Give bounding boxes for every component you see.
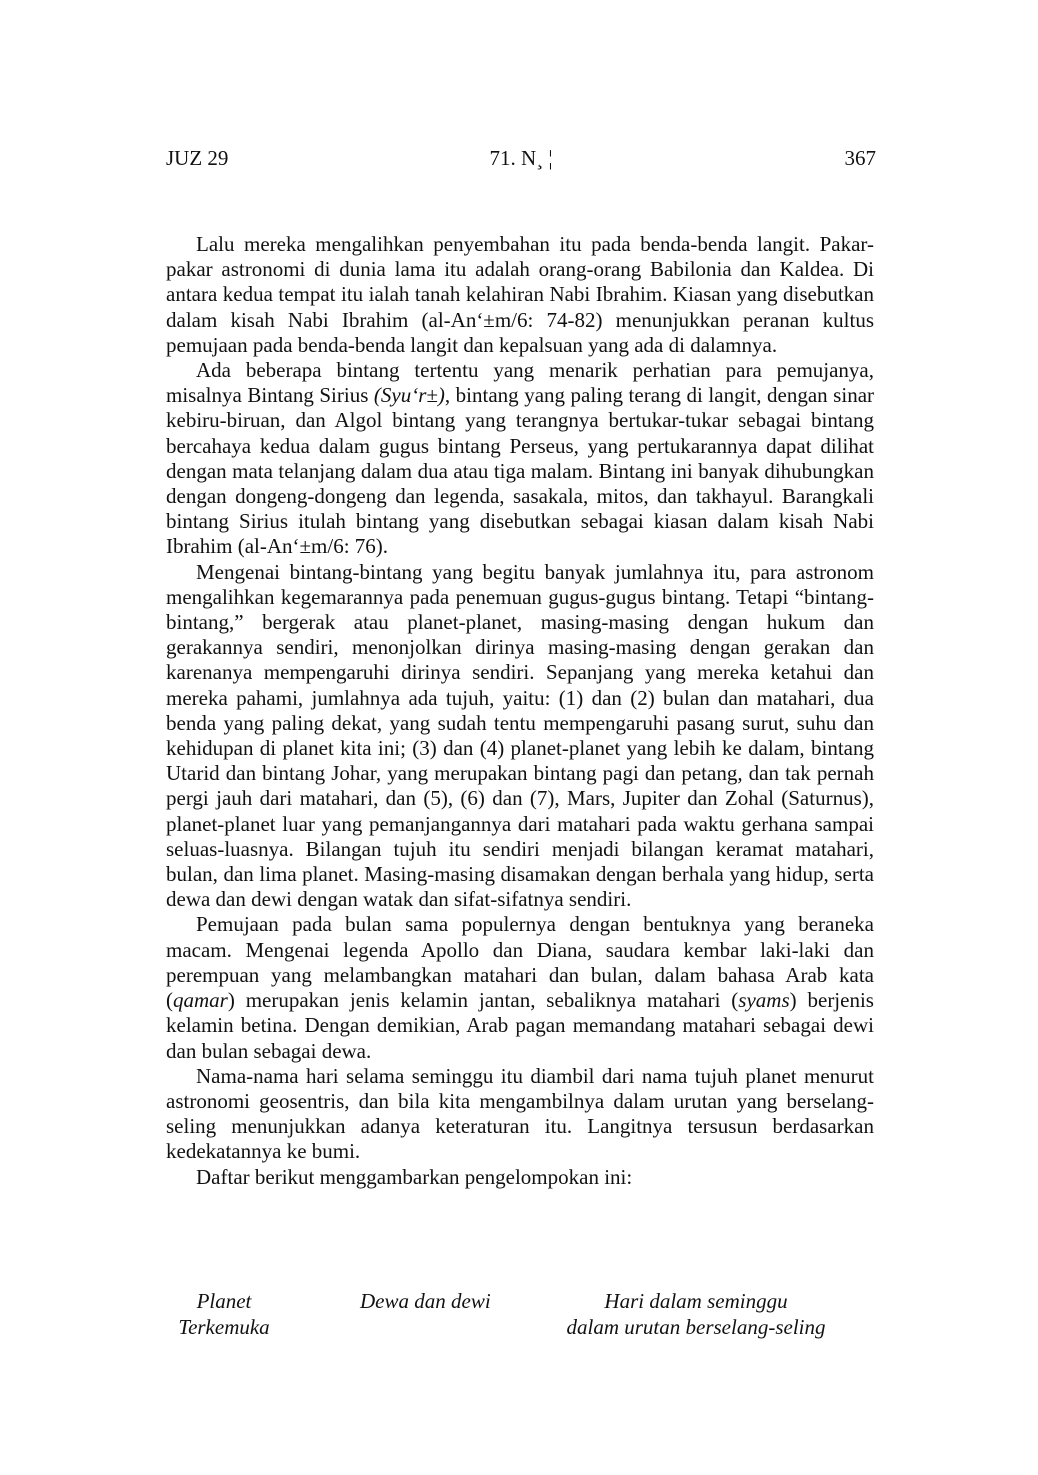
juz-label: JUZ 29 (166, 146, 229, 170)
italic-term: (Syu‘r±) (373, 383, 445, 408)
paragraph (166, 912, 874, 1063)
text-segment: Mengenai bintang-bintang yang begitu banyak jumlahnya itu, para astronom mengalihkan kegemarannya pada penemuan gugus-gugus bintang. Tetapi “bintang-bintang,” bergerak atau planet-planet, masing-masing dengan hukum dan gerakannya sendiri, menonjolkan dirinya masing-masing dengan gerakan dan karenanya mempengaruhi dirinya sendiri. Sepanjang yang mereka ketahui dan mereka pahami, jumlahnya ada tujuh, yaitu: (1) dan (2) bulan dan matahari, dua benda yang paling dekat, yang sudah tentu mempengaruhi pasang surut, suhu dan kehidupan di planet kita ini; (3) dan (4) planet-planet yang lebih ke dalam, bintang Utarid dan bintang Johar, yang merupakan bintang pagi dan petang, dan tak pernah pergi jauh dari matahari, dan (5), (6) dan (7), Mars, Jupiter dan Zohal (Saturnus), planet-planet luar yang pemanjangannya dari matahari pada waktu gerhana sampai seluas-luasnya. Bilangan tujuh itu sendiri menjadi bilangan keramat matahari, bulan, dan lima planet. Masing-masing disamakan dengan berhala yang hidup, serta dewa dan dewi dengan watak dan sifat-sifatnya sendiri. (166, 559, 874, 912)
italic-term: syams (738, 988, 790, 1013)
text-segment: Daftar berikut menggambarkan pengelompokan ini: (196, 1164, 633, 1189)
surah-title: 71. N¸ ¦ (489, 146, 553, 170)
paragraph (166, 1064, 874, 1165)
column-header-hari-line2: dalam urutan berselang-seling (566, 1315, 826, 1339)
column-header-planet-line2: Terkemuka (178, 1315, 270, 1339)
italic-term: qamar (173, 988, 228, 1013)
column-header-planet-line1: Planet (196, 1289, 252, 1313)
column-header-hari-line1: Hari dalam seminggu (604, 1289, 788, 1313)
paragraph (166, 560, 874, 913)
paragraph (166, 1165, 874, 1190)
text-segment: Nama-nama hari selama seminggu itu diambil dari nama tujuh planet menurut astronomi geosentris, dan bila kita mengambilnya dalam urutan yang berselang-seling menunjukkan adanya keteraturan itu. Langitnya tersusun berdasarkan kedekatannya ke bumi. (166, 1063, 874, 1164)
page-number: 367 (844, 146, 876, 170)
text-segment: Ada beberapa bintang tertentu yang menarik perhatian para pemujanya, misalnya Bintang Sirius (166, 358, 874, 408)
body-text (166, 232, 874, 1190)
column-header-dewa: Dewa dan dewi (360, 1289, 491, 1313)
text-segment: Lalu mereka mengalihkan penyembahan itu pada benda-benda langit. Pakar-pakar astronomi di dunia lama itu adalah orang-orang Babilonia dan Kaldea. Di antara kedua tempat itu ialah tanah kelahiran Nabi Ibrahim. Kiasan yang disebutkan dalam kisah Nabi Ibrahim (al-An‘±m/6: 74-82) menunjukkan peranan kultus pemujaan pada benda-benda langit dan kepalsuan yang ada di dalamnya. (166, 232, 874, 357)
column-header-planet (174, 1288, 274, 1340)
page-header (166, 146, 876, 176)
text-segment: Pemujaan pada bulan sama populernya dengan bentuknya yang beraneka macam. Mengenai legenda Apollo dan Diana, saudara kembar laki-laki dan perempuan yang melambangkan matahari dan bulan, dalam bahasa Arab kata ( (166, 912, 874, 1013)
paragraph (166, 232, 874, 358)
text-segment: , bintang yang paling terang di langit, dengan sinar kebiru-biruan, dan Algol bintang yang terangnya bertukar-tukar sebagai bintang bercahaya kedua dalam gugus bintang Perseus, yang pertukarannya dapat dilihat dengan mata telanjang dalam dua atau tiga malam. Bintang ini banyak dihubungkan dengan dongeng-dongeng dan legenda, sasakala, mitos, dan takhayul. Barangkali bintang Sirius itulah bintang yang disebutkan sebagai kiasan dalam kisah Nabi Ibrahim (al-An‘±m/6: 76). (166, 383, 875, 559)
column-header-hari (556, 1288, 836, 1340)
paragraph (166, 358, 874, 560)
text-segment: ) berjenis kelamin betina. Dengan demikian, Arab pagan memandang matahari sebagai dewi dan bulan sebagai dewa. (166, 988, 874, 1063)
text-segment: ) merupakan jenis kelamin jantan, sebaliknya matahari ( (227, 988, 739, 1013)
